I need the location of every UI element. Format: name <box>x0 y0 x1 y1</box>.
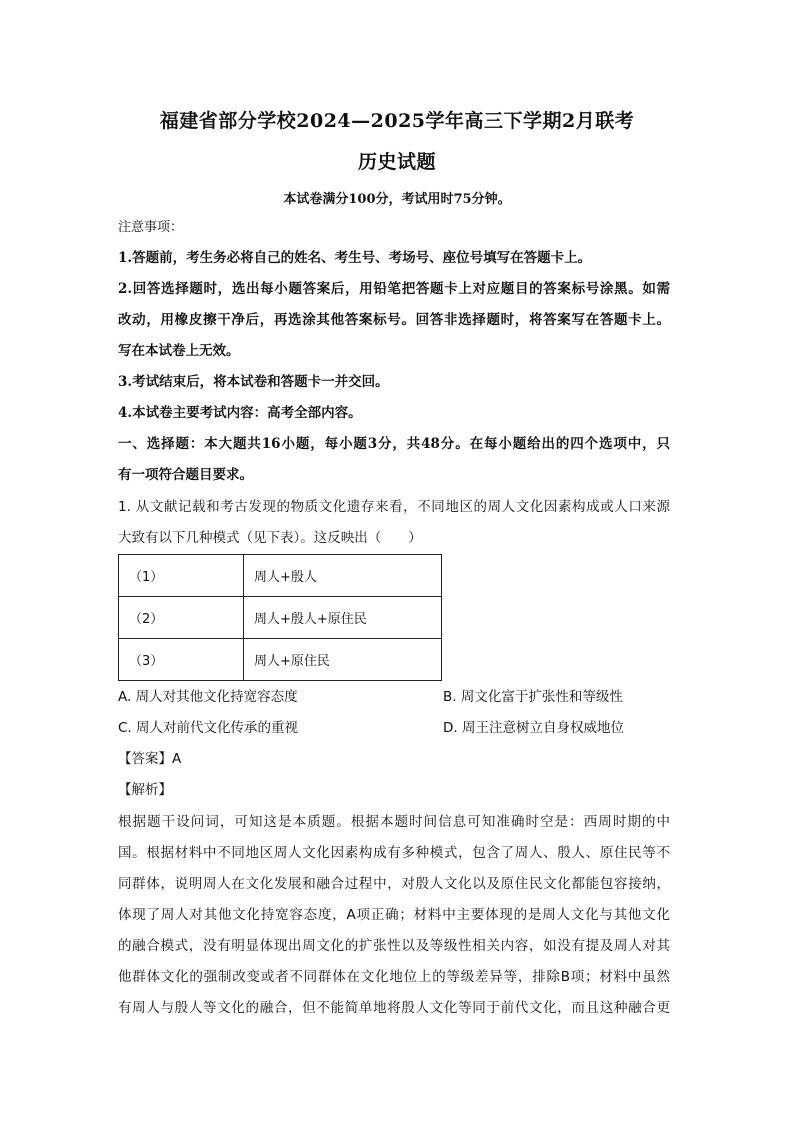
exam-info: 本试卷满分100分，考试用时75分钟。 <box>283 192 511 207</box>
analysis-line: 有周人与殷人等文化的融合，但不能简单地将殷人文化等同于前代文化，而且这种融合更 <box>118 1000 670 1016</box>
table-row <box>119 597 442 639</box>
analysis-line: 同群体，说明周人在文化发展和融合过程中，对殷人文化以及原住民文化都能包容接纳， <box>118 876 670 892</box>
analysis-line: 他群体文化的强制改变或者不同群体在文化地位上的等级差异等，排除B项；材料中虽然 <box>118 969 670 985</box>
note-item-3: 3.考试结束后，将本试卷和答题卡一并交回。 <box>118 374 389 390</box>
notes-heading: 注意事项： <box>118 220 184 235</box>
exam-title: 福建省部分学校2024—2025学年高三下学期2月联考 <box>159 110 635 132</box>
table-row <box>119 639 442 681</box>
option-c: C. 周人对前代文化传承的重视 <box>118 720 299 736</box>
analysis-line: 国。根据材料中不同地区周人文化因素构成有多种模式，包含了周人、殷人、原住民等不 <box>118 845 670 861</box>
analysis-line: 根据题干设问词，可知这是本质题。根据本题时间信息可知准确时空是：西周时期的中 <box>118 814 670 830</box>
exam-subject-title: 历史试题 <box>357 151 436 173</box>
analysis-line: 的融合模式，没有明显体现出周文化的扩张性以及等级性相关内容，如没有提及周人对其 <box>118 938 670 954</box>
question-1-stem-line-2: 大致有以下几种模式（见下表）。这反映出（ ） <box>118 530 422 546</box>
option-d: D. 周王注意树立自身权威地位 <box>443 720 624 736</box>
option-a: A. 周人对其他文化持宽容态度 <box>118 689 298 705</box>
table-cell-content: 周人+殷人+原住民 <box>244 597 442 639</box>
analysis-line: 体现了周人对其他文化持宽容态度，A项正确；材料中主要体现的是周人文化与其他文化 <box>118 907 670 923</box>
table-cell-number: （3） <box>119 639 244 681</box>
section-heading-line-2: 有一项符合题目要求。 <box>118 467 253 483</box>
analysis-heading: 【解析】 <box>118 782 172 798</box>
table-cell-content: 周人+殷人 <box>244 555 442 597</box>
question-1-table <box>118 554 442 681</box>
note-item-2-line-3: 写在本试卷上无效。 <box>118 343 240 359</box>
answer-label: 【答案】A <box>118 751 182 767</box>
note-item-1: 1.答题前，考生务必将自己的姓名、考生号、考场号、座位号填写在答题卡上。 <box>118 250 592 266</box>
table-cell-content: 周人+原住民 <box>244 639 442 681</box>
table-cell-number: （1） <box>119 555 244 597</box>
note-item-4: 4.本试卷主要考试内容：高考全部内容。 <box>118 405 362 421</box>
section-heading-line-1: 一、选择题：本大题共16小题，每小题3分，共48分。在每小题给出的四个选项中，只 <box>118 436 670 452</box>
table-cell-number: （2） <box>119 597 244 639</box>
note-item-2-line-1: 2.回答选择题时，选出每小题答案后，用铅笔把答题卡上对应题目的答案标号涂黑。如需 <box>118 281 670 297</box>
question-1-stem-line-1: 1. 从文献记载和考古发现的物质文化遗存来看，不同地区的周人文化因素构成或人口来源 <box>118 499 670 515</box>
note-item-2-line-2: 改动，用橡皮擦干净后，再选涂其他答案标号。回答非选择题时，将答案写在答题卡上。 <box>118 312 670 328</box>
table-row <box>119 555 442 597</box>
option-b: B. 周文化富于扩张性和等级性 <box>443 689 623 705</box>
